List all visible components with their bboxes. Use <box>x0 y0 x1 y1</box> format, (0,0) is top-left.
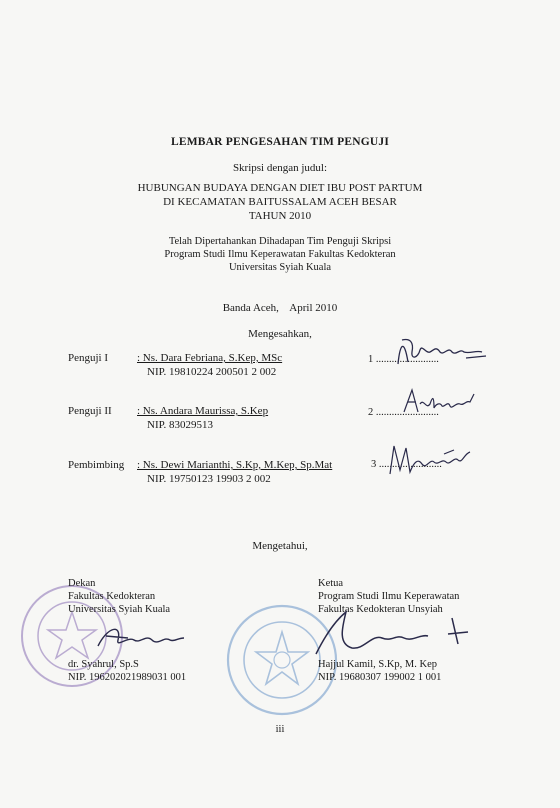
examiner-2-name: : Ns. Andara Maurissa, S.Kep <box>137 405 269 417</box>
examiner-2-signature <box>400 386 480 418</box>
examiner-2-role: Penguji II <box>68 405 112 417</box>
ratified-label: Mengesahkan, <box>248 328 312 340</box>
thesis-title-line-1: HUBUNGAN BUDAYA DENGAN DIET IBU POST PARTUM <box>137 182 423 194</box>
page-title: LEMBAR PENGESAHAN TIM PENGUJI <box>170 136 390 148</box>
left-unit-1: Fakultas Kedokteran <box>68 591 156 602</box>
supervisor-sign-line: 3 ........................ <box>371 459 442 470</box>
left-unit-2: Universitas Syiah Kuala <box>68 604 171 615</box>
examiner-1-role: Penguji I <box>68 352 109 364</box>
supervisor-nip: NIP. 19750123 19903 2 002 <box>147 473 271 485</box>
subtitle: Skripsi dengan judul: <box>232 162 328 174</box>
thesis-title-line-3: TAHUN 2010 <box>248 210 312 222</box>
supervisor-role: Pembimbing <box>68 459 125 471</box>
right-unit-1: Program Studi Ilmu Keperawatan <box>318 591 460 602</box>
examiner-1-nip: NIP. 19810224 200501 2 002 <box>147 366 277 378</box>
supervisor-name: : Ns. Dewi Marianthi, S.Kp, M.Kep, Sp.Mat <box>137 459 333 471</box>
defended-line-2: Program Studi Ilmu Keperawatan Fakultas Kedokteran <box>164 249 396 260</box>
dean-signature <box>88 616 188 660</box>
examiner-1-signature <box>390 334 490 374</box>
right-position: Ketua <box>318 578 344 589</box>
right-name: Hajjul Kamil, S.Kp, M. Kep <box>318 659 437 670</box>
examiner-1-name: : Ns. Dara Febriana, S.Kep, MSc <box>137 352 283 364</box>
supervisor-signature <box>384 440 484 480</box>
examiner-2-nip: NIP. 83029513 <box>147 419 214 431</box>
acknowledged-label: Mengetahui, <box>252 540 308 552</box>
defended-line-3: Universitas Syiah Kuala <box>228 262 332 273</box>
place-date: Banda Aceh, April 2010 <box>222 302 338 314</box>
right-nip: NIP. 19680307 199002 1 001 <box>318 672 442 683</box>
page-number: iii <box>275 724 285 735</box>
thesis-title-line-2: DI KECAMATAN BAITUSSALAM ACEH BESAR <box>163 196 397 208</box>
left-nip: NIP. 196202021989031 001 <box>68 672 187 683</box>
defended-line-1: Telah Dipertahankan Dihadapan Tim Penguji Skripsi <box>168 236 392 247</box>
left-name: dr. Syahrul, Sp.S <box>68 659 139 670</box>
head-signature <box>312 604 482 664</box>
left-position: Dekan <box>68 578 96 589</box>
examiner-2-sign-line: 2 ........................ <box>368 407 439 418</box>
right-unit-2: Fakultas Kedokteran Unsyiah <box>318 604 443 615</box>
examiner-1-sign-line: 1 ........................ <box>368 354 439 365</box>
